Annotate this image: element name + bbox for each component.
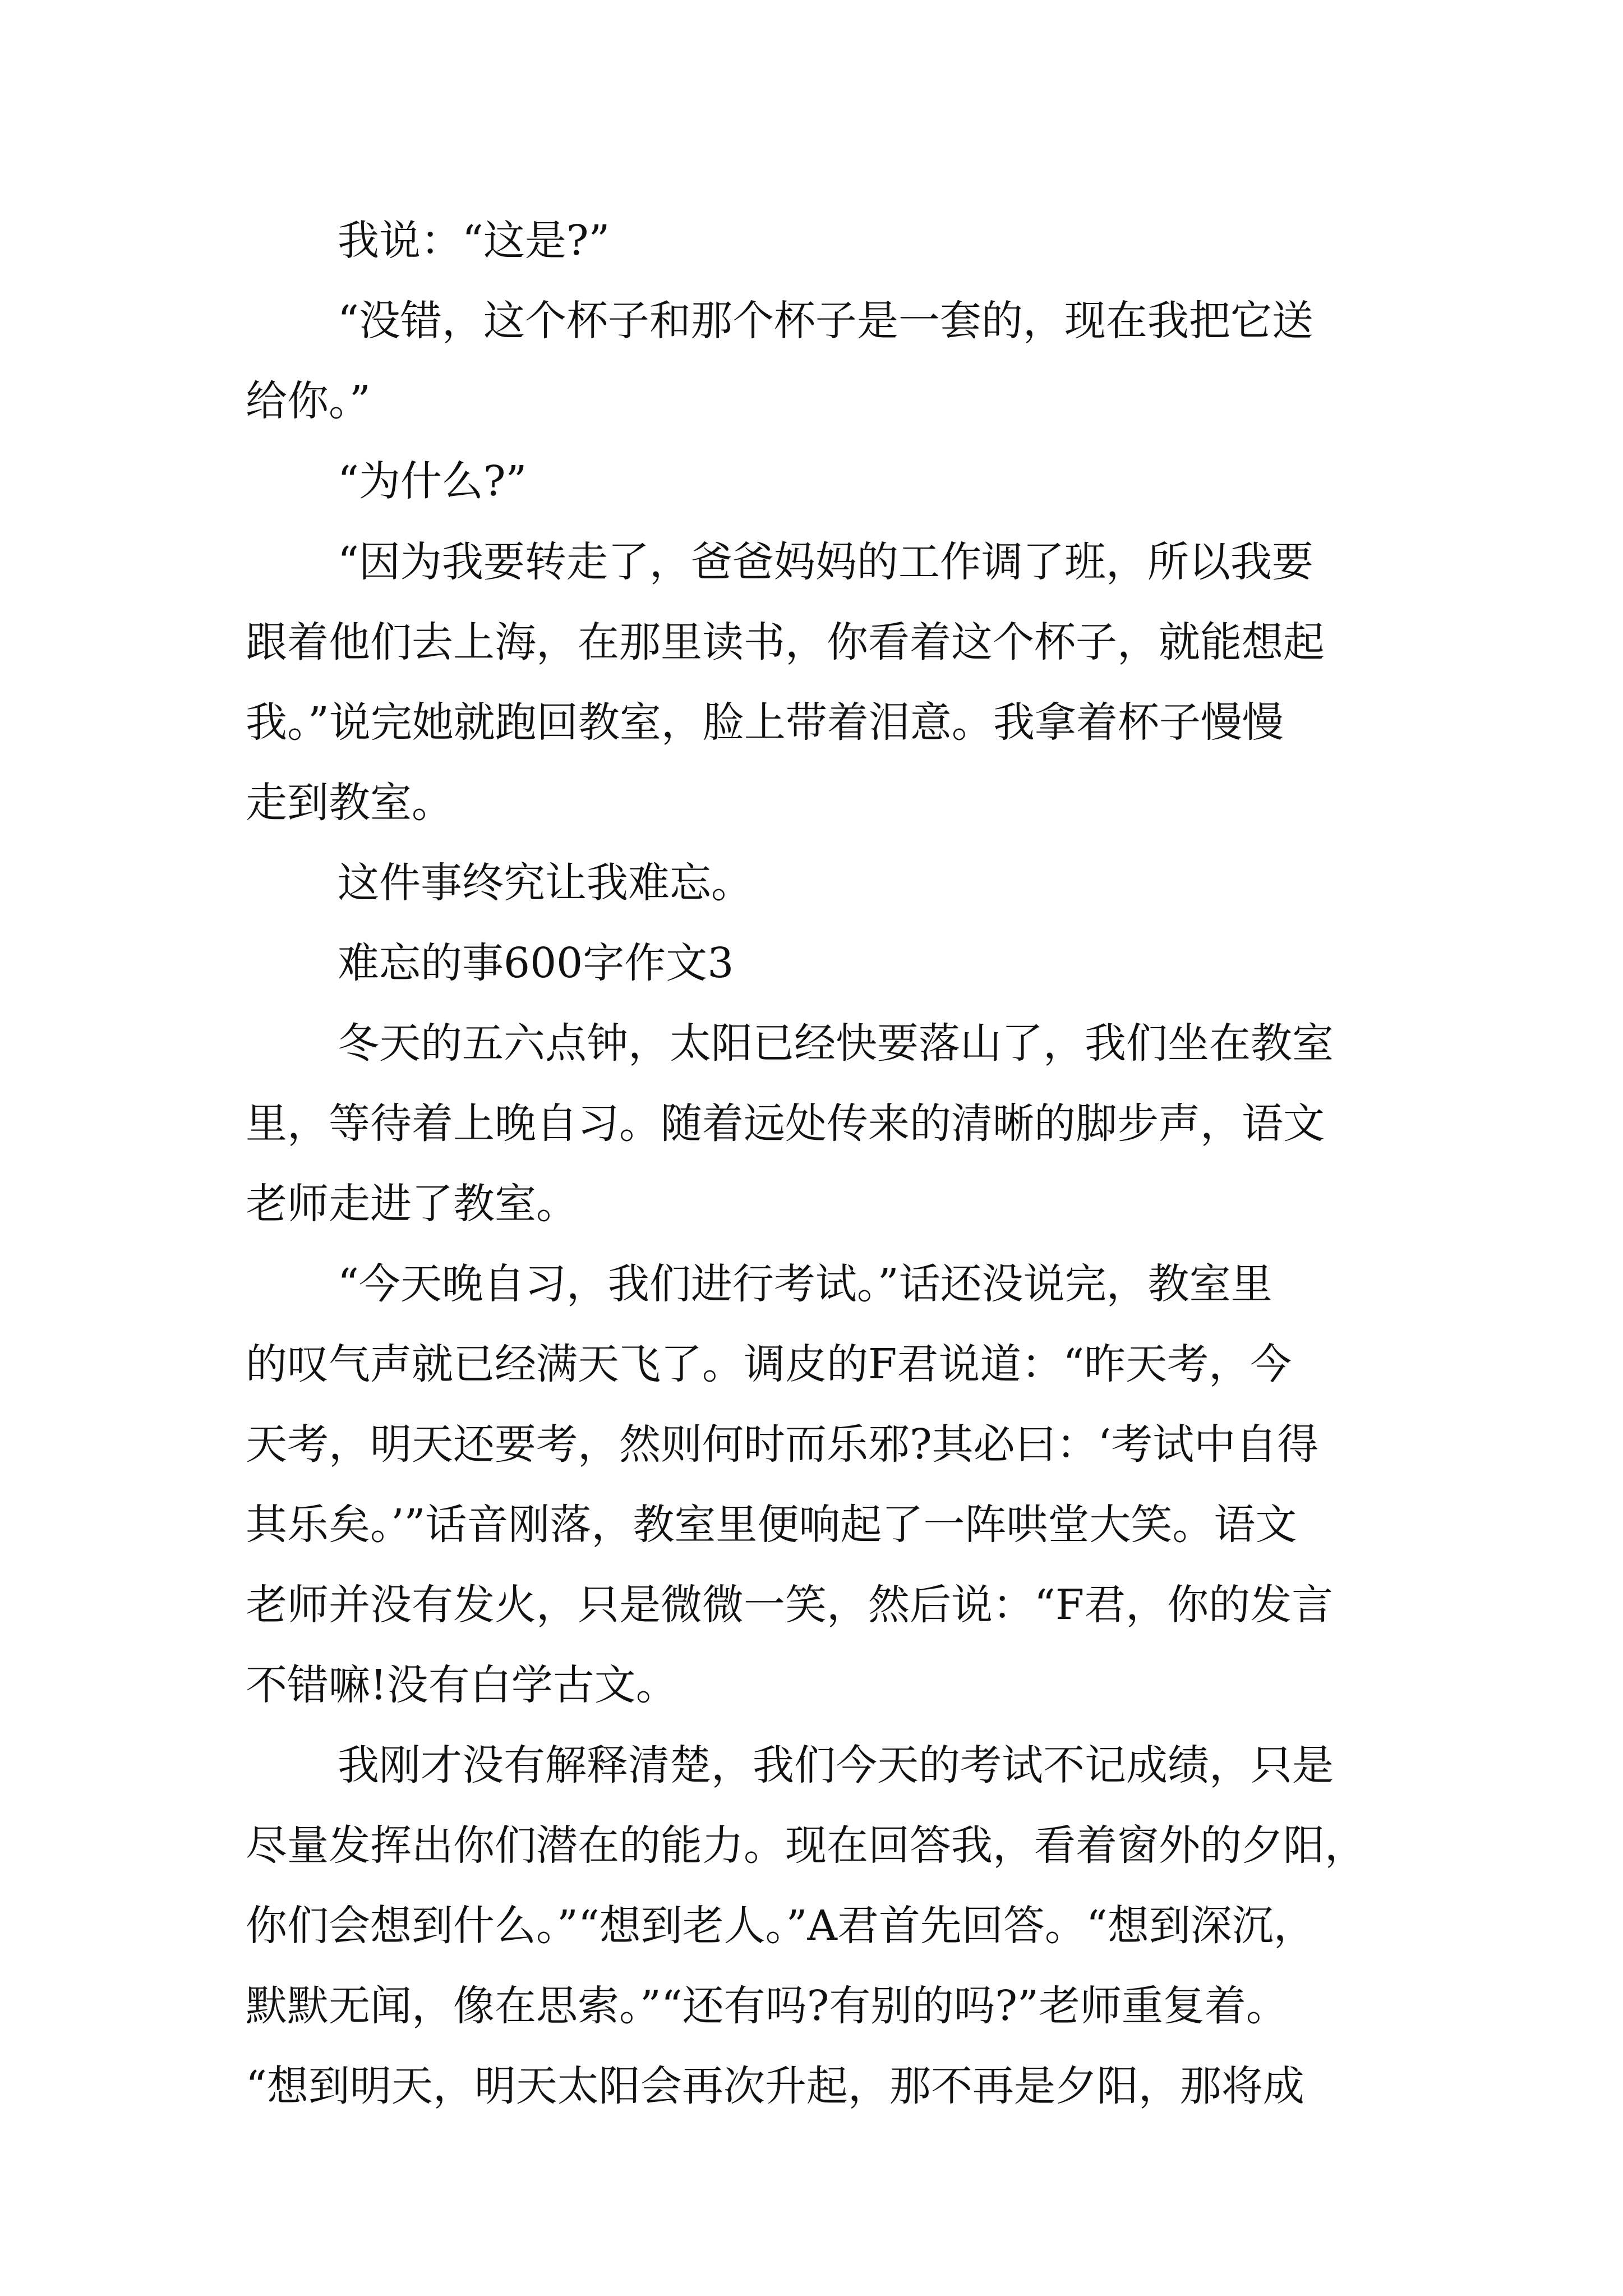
text-line: 尽量发挥出你们潜在的能力。现在回答我，看着窗外的夕阳， (246, 1821, 1366, 1870)
section-heading: 难忘的事600字作文3 (338, 939, 734, 987)
text-line: 跟着他们去上海，在那里读书，你看着这个杯子，就能想起 (246, 618, 1325, 666)
text-line: 我说：“这是?” (338, 217, 610, 265)
text-line: 默默无闻，像在思索。”“还有吗?有别的吗?”老师重复着。 (246, 1982, 1288, 2030)
text-line: 走到教室。 (246, 779, 453, 827)
text-line: 老师走进了教室。 (246, 1180, 578, 1228)
text-line: “为什么?” (338, 457, 527, 505)
text-line: 其乐矣。’”话音刚落，教室里便响起了一阵哄堂大笑。语文 (246, 1501, 1297, 1549)
text-line: “因为我要转走了，爸爸妈妈的工作调了班，所以我要 (338, 538, 1313, 586)
text-line: 冬天的五六点钟，太阳已经快要落山了，我们坐在教室 (338, 1019, 1334, 1068)
text-line: 老师并没有发火，只是微微一笑，然后说：“F君，你的发言 (246, 1581, 1334, 1629)
text-line: 里，等待着上晚自习。随着远处传来的清晰的脚步声，语文 (246, 1099, 1325, 1148)
text-line: “没错，这个杯子和那个杯子是一套的，现在我把它送 (338, 297, 1313, 345)
text-line: 不错嘛!没有白学古文。 (246, 1661, 677, 1709)
text-line: 我刚才没有解释清楚，我们今天的考试不记成绩，只是 (338, 1741, 1334, 1789)
text-line: 的叹气声就已经满天飞了。调皮的F君说道：“昨天考，今 (246, 1340, 1292, 1388)
text-line: “今天晚自习，我们进行考试。”话还没说完，教室里 (338, 1260, 1272, 1308)
text-line: 天考，明天还要考，然则何时而乐邪?其必曰：‘考试中自得 (246, 1420, 1319, 1469)
text-line: 我。”说完她就跑回教室，脸上带着泪意。我拿着杯子慢慢 (246, 698, 1284, 747)
text-line: “想到明天，明天太阳会再次升起，那不再是夕阳，那将成 (246, 2062, 1304, 2110)
text-line: 你们会想到什么。”“想到老人。”A君首先回答。“想到深沉， (246, 1902, 1315, 1950)
text-line: 给你。” (246, 377, 371, 425)
text-line: 这件事终究让我难忘。 (338, 859, 753, 907)
